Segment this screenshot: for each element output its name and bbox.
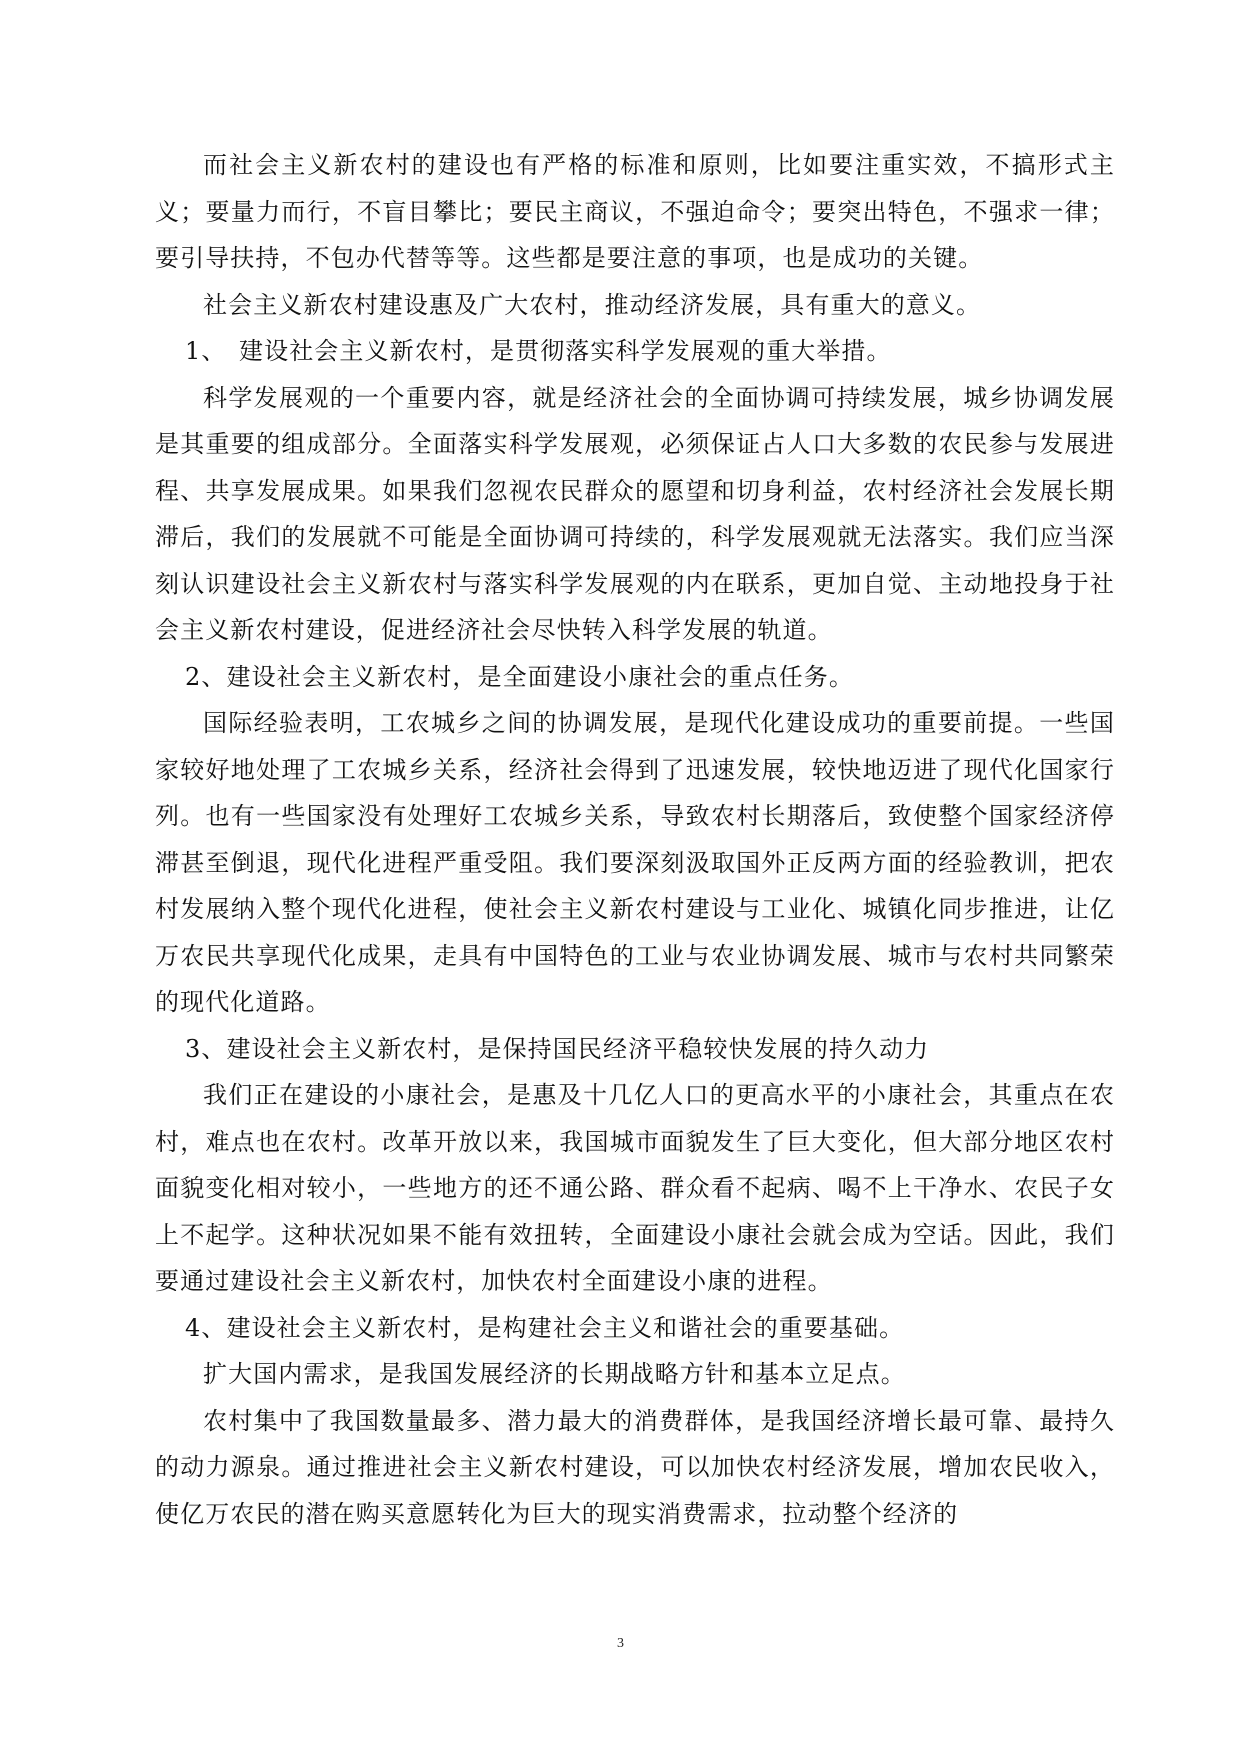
section-number-1: 1、 [185, 337, 227, 365]
section-heading-3: 3、建设社会主义新农村，是保持国民经济平稳较快发展的持久动力 [185, 1034, 930, 1063]
paragraph-principles: 而社会主义新农村的建设也有严格的标准和原则，比如要注重实效，不搞形式主义；要量力而行，不盲目攀比；要民主商议，不强迫命令；要突出特色，不强求一律；要引导扶持，不包办代替等等。这些都是要注意的事项，也是成功的关键。 [155, 151, 1115, 272]
paragraph-significance: 社会主义新农村建设惠及广大农村，推动经济发展，具有重大的意义。 [203, 290, 982, 319]
section-heading-4: 4、建设社会主义新农村，是构建社会主义和谐社会的重要基础。 [185, 1313, 905, 1342]
section-heading-1 [155, 328, 1115, 375]
section-heading-2: 2、建设社会主义新农村，是全面建设小康社会的重点任务。 [185, 662, 854, 691]
section-body-2: 国际经验表明，工农城乡之间的协调发展，是现代化建设成功的重要前提。一些国家较好地处理了工农城乡关系，经济社会得到了迅速发展，较快地迈进了现代化国家行列。也有一些国家没有处理好工农城乡关系，导致农村长期落后，致使整个国家经济停滞甚至倒退，现代化进程严重受阻。我们要深刻汲取国外正反两方面的经验教训，把农村发展纳入整个现代化进程，使社会主义新农村建设与工业化、城镇化同步推进，让亿万农民共享现代化成果，走具有中国特色的工业与农业协调发展、城市与农村共同繁荣的现代化道路。 [155, 709, 1115, 1016]
section-body-4b: 农村集中了我国数量最多、潜力最大的消费群体，是我国经济增长最可靠、最持久的动力源泉。通过推进社会主义新农村建设，可以加快农村经济发展，增加农民收入，使亿万农民的潜在购买意愿转化为巨大的现实消费需求，拉动整个经济的 [155, 1406, 1115, 1528]
section-body-1: 科学发展观的一个重要内容，就是经济社会的全面协调可持续发展，城乡协调发展是其重要的组成部分。全面落实科学发展观，必须保证占人口大多数的农民参与发展进程、共享发展成果。如果我们忽视农民群众的愿望和切身利益，农村经济社会发展长期滞后，我们的发展就不可能是全面协调可持续的，科学发展观就无法落实。我们应当深刻认识建设社会主义新农村与落实科学发展观的内在联系，更加自觉、主动地投身于社会主义新农村建设，促进经济社会尽快转入科学发展的轨道。 [155, 383, 1115, 644]
page-number: 3 [617, 1636, 624, 1651]
section-heading-1-text: 建设社会主义新农村，是贯彻落实科学发展观的重大举措。 [239, 337, 892, 365]
document-body [155, 142, 1115, 1537]
section-body-4a: 扩大国内需求，是我国发展经济的长期战略方针和基本立足点。 [203, 1360, 906, 1388]
section-body-3: 我们正在建设的小康社会，是惠及十几亿人口的更高水平的小康社会，其重点在农村，难点也在农村。改革开放以来，我国城市面貌发生了巨大变化，但大部分地区农村面貌变化相对较小，一些地方的还不通公路、群众看不起病、喝不上干净水、农民子女上不起学。这种状况如果不能有效扭转，全面建设小康社会就会成为空话。因此，我们要通过建设社会主义新农村，加快农村全面建设小康的进程。 [155, 1081, 1115, 1295]
